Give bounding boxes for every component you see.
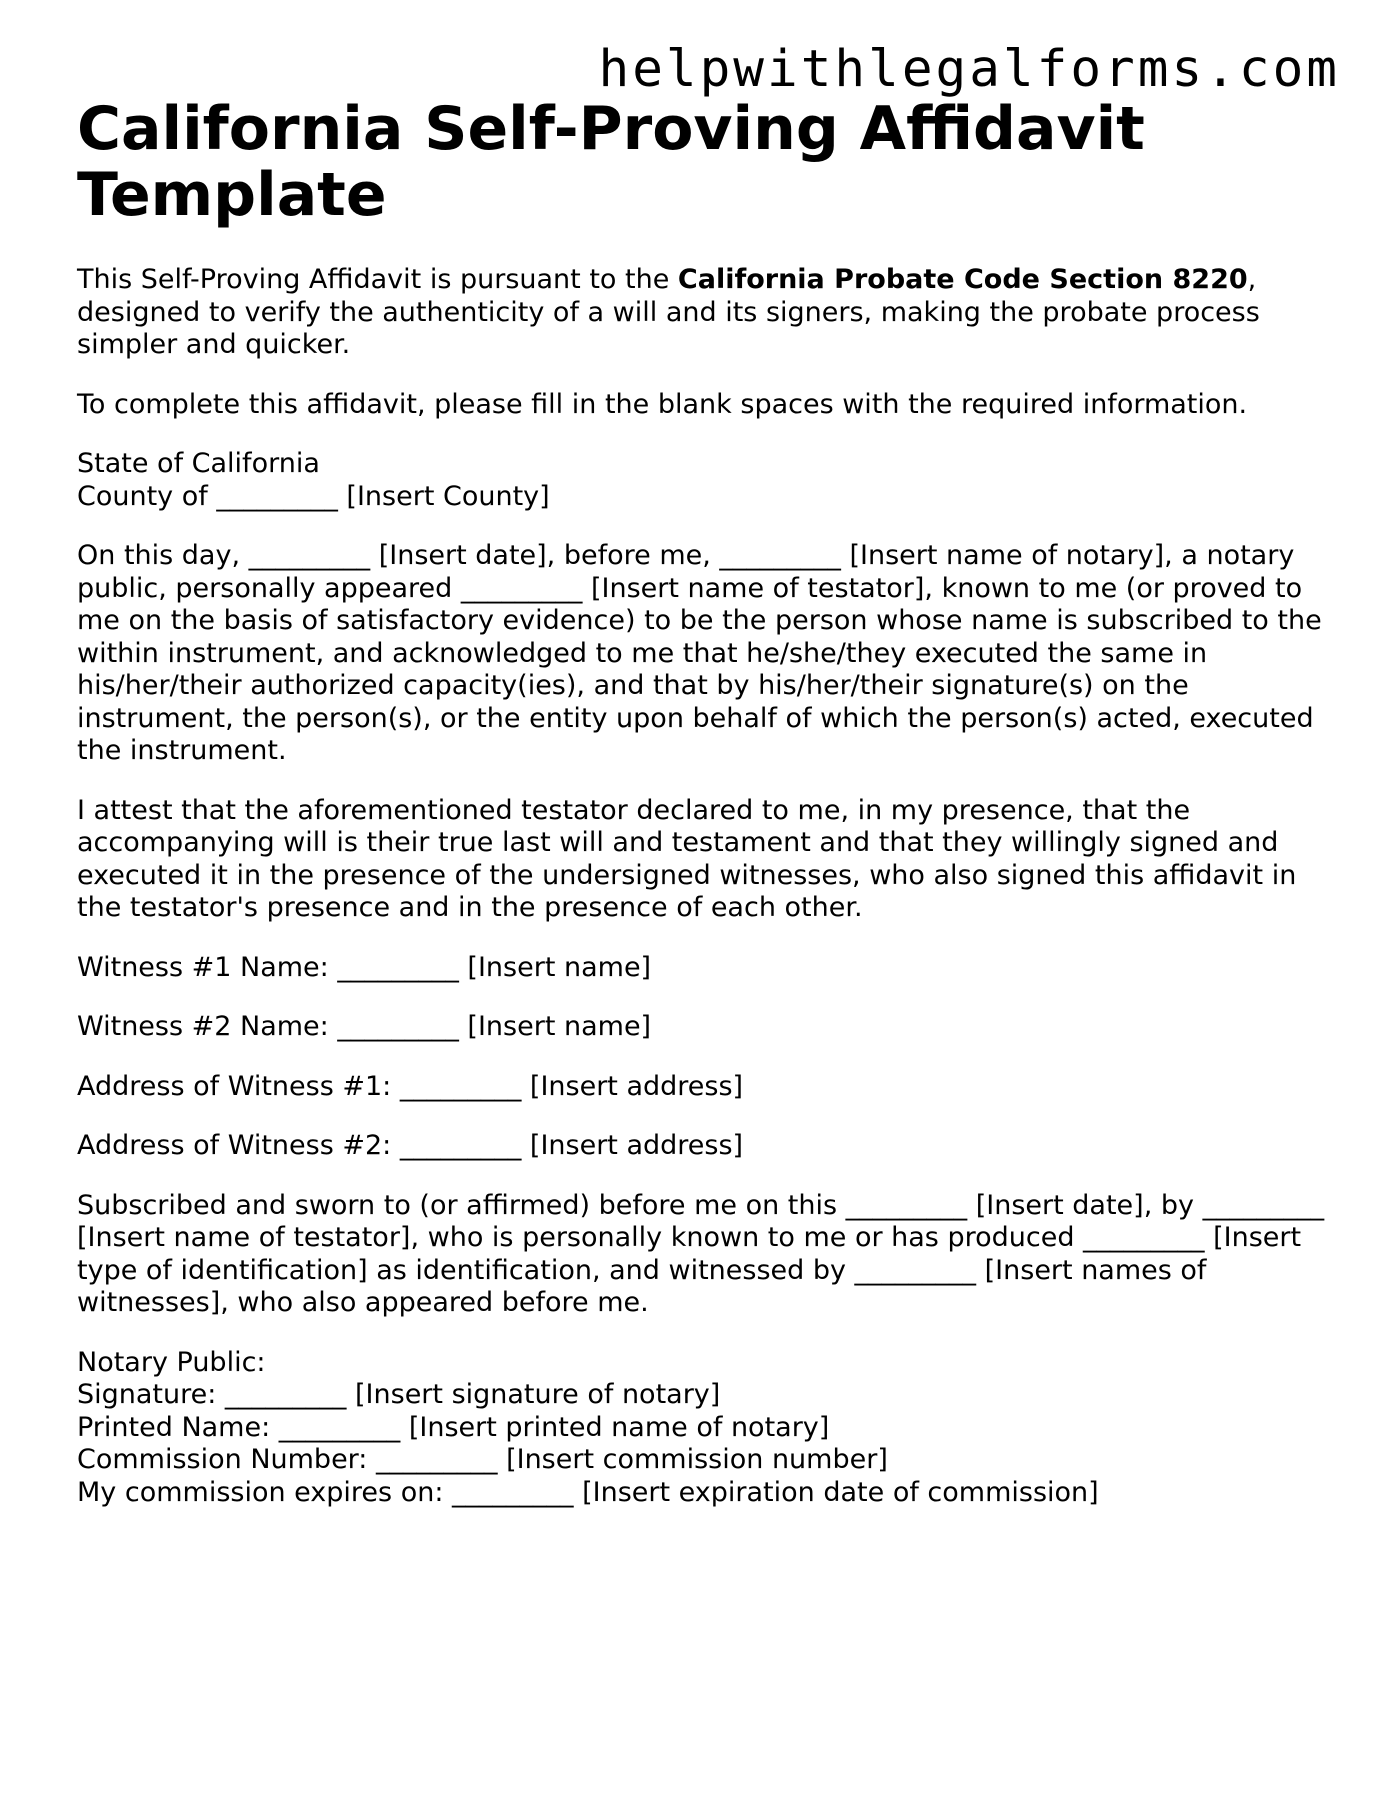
intro-text-before: This Self-Proving Affidavit is pursuant to the (77, 264, 678, 295)
venue-county: County of _________ [Insert County] (77, 480, 550, 512)
intro-statute-reference: California Probate Code Section 8220 (677, 264, 1248, 295)
intro-paragraph (77, 264, 1327, 362)
attestation-paragraph: I attest that the aforementioned testator declared to me, in my presence, that the accompanying will is their true last will and testament and that they willingly signed and executed it in the presence of the undersigned witnesses, who also signed this affidavit in the testator's presence and in the presence of each other. (77, 794, 1297, 923)
witness-1-address-line: Address of Witness #1: _________ [Insert address] (77, 1070, 744, 1102)
acknowledgment-paragraph: On this day, _________ [Insert date], before me, _________ [Insert name of notary], a notary public, personally appeared _________ [Insert name of testator], known to me (or proved to me on the basis of satisfactory evidence) to be the person whose name is subscribed to the within instrument, and acknowledged to me that he/she/they executed the same in his/her/their authorized capacity(ies), and that by his/her/their signature(s) on the instrument, the person(s), or the entity upon behalf of which the person(s) acted, executed the instrument. (77, 540, 1322, 766)
site-watermark: helpwithlegalforms.com (598, 40, 1340, 99)
notary-block (77, 1347, 1327, 1510)
intro-text-after: , designed to verify the authenticity of a will and its signers, making the probate process simpler and quicker. (77, 264, 1260, 360)
notary-commission-expires-line: My commission expires on: _________ [Insert expiration date of commission] (77, 1476, 1099, 1508)
document-body (77, 96, 1327, 1509)
witness-1-name-line: Witness #1 Name: _________ [Insert name] (77, 951, 652, 983)
notary-printed-name-line: Printed Name: _________ [Insert printed name of notary] (77, 1411, 830, 1443)
notary-commission-number-line: Commission Number: _________ [Insert commission number] (77, 1444, 888, 1475)
witness-2-name-line: Witness #2 Name: _________ [Insert name] (77, 1011, 652, 1042)
venue-state: State of California (77, 448, 320, 479)
venue-block (77, 448, 1327, 513)
notary-signature-line: Signature: _________ [Insert signature of notary] (77, 1379, 721, 1410)
document-title: California Self-Proving Affidavit Template (77, 94, 1145, 230)
jurat-paragraph: Subscribed and sworn to (or affirmed) before me on this _________ [Insert date], by _________ [Insert name of testator], who is personally known to me or has produced _________ [Insert type of identification] as identification, and witnessed by _________ [Insert names of witnesses], who also appeared before me. (77, 1189, 1325, 1318)
instructions-paragraph: To complete this affidavit, please fill in the blank spaces with the required information. (77, 388, 1248, 420)
witness-2-address-line: Address of Witness #2: _________ [Insert address] (77, 1130, 744, 1161)
notary-heading: Notary Public: (77, 1346, 266, 1378)
